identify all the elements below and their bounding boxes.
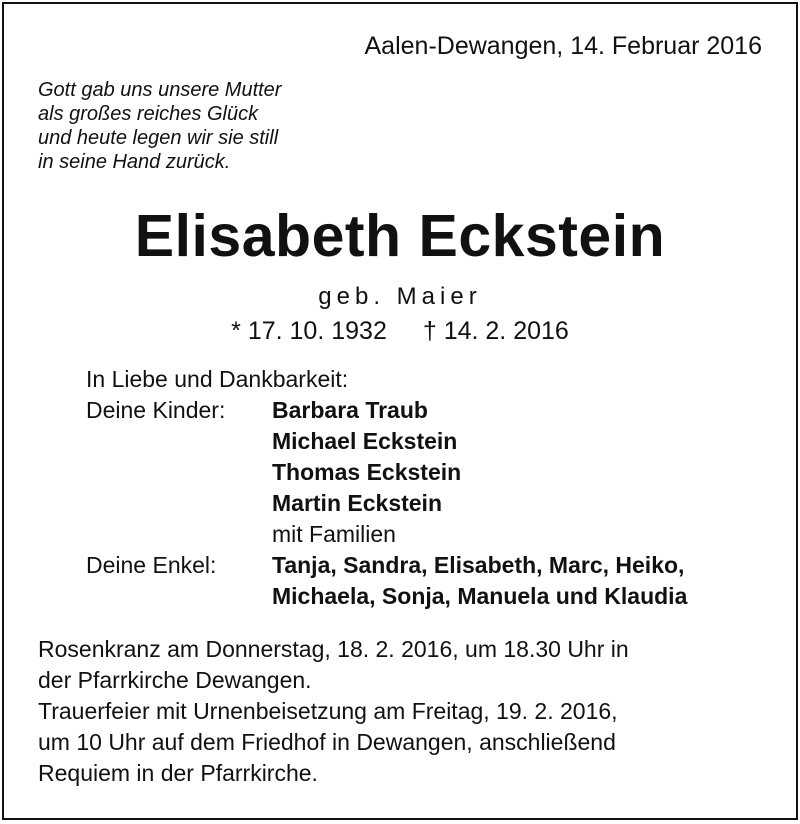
memorial-verse <box>38 78 281 174</box>
child-name: Martin Eckstein <box>272 490 442 516</box>
verse-line: Gott gab uns unsere Mutter <box>38 79 282 101</box>
verse-line: und heute legen wir sie still <box>38 127 279 149</box>
funeral-line: um 10 Uhr auf dem Friedhof in Dewangen, anschließend <box>38 729 616 755</box>
funeral-line: Requiem in der Pfarrkirche. <box>38 760 318 786</box>
maiden-name: geb. Maier <box>318 283 482 310</box>
label-spacer <box>86 426 272 457</box>
child-name: Michael Eckstein <box>272 428 458 454</box>
grandchildren-label: Deine Enkel: <box>86 552 217 578</box>
children-label: Deine Kinder: <box>86 397 226 423</box>
birth-date: * 17. 10. 1932 <box>231 317 387 345</box>
grandchildren-names: Tanja, Sandra, Elisabeth, Marc, Heiko, <box>272 552 685 578</box>
mourners-intro: In Liebe und Dankbarkeit: <box>86 366 349 392</box>
children-row <box>86 457 687 488</box>
grandchildren-names: Michaela, Sonja, Manuela und Klaudia <box>272 583 688 609</box>
deceased-name: Elisabeth Eckstein <box>134 203 666 269</box>
rosary-line: Rosenkranz am Donnerstag, 18. 2. 2016, um 18.30 Uhr in <box>38 636 629 662</box>
children-row <box>86 395 687 426</box>
service-details <box>38 634 778 789</box>
grandchildren-row <box>86 581 687 612</box>
label-spacer <box>86 581 272 612</box>
label-spacer <box>86 488 272 519</box>
children-row <box>86 426 687 457</box>
life-dates <box>4 317 796 346</box>
funeral-line: Trauerfeier mit Urnenbeisetzung am Freitag, 19. 2. 2016, <box>38 698 618 724</box>
grandchildren-row <box>86 550 687 581</box>
rosary-line: der Pfarrkirche Dewangen. <box>38 667 312 693</box>
death-date: † 14. 2. 2016 <box>422 317 569 345</box>
child-name: Thomas Eckstein <box>272 459 462 485</box>
child-name: Barbara Traub <box>272 397 428 423</box>
label-spacer <box>86 519 272 550</box>
children-row <box>86 519 687 550</box>
place-date: Aalen-Dewangen, 14. Februar 2016 <box>364 32 762 60</box>
children-suffix: mit Familien <box>272 521 396 547</box>
mourners-list <box>86 364 687 612</box>
label-spacer <box>86 457 272 488</box>
obituary-notice <box>2 2 798 820</box>
verse-line: in seine Hand zurück. <box>38 151 231 173</box>
verse-line: als großes reiches Glück <box>38 103 259 125</box>
children-row <box>86 488 687 519</box>
